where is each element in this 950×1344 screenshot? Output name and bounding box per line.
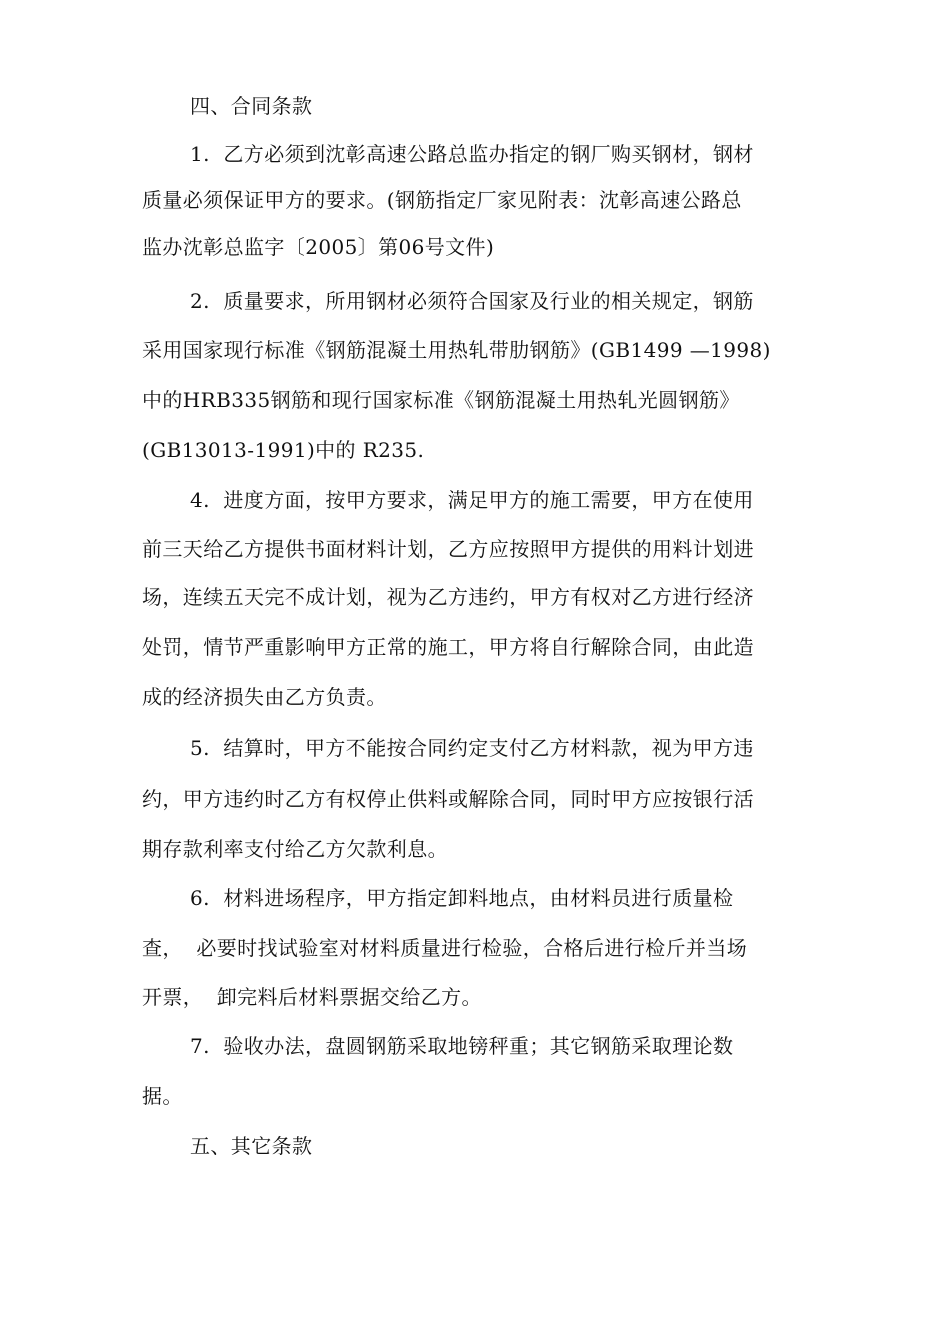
- clause-6-line-1: 6. 材料进场程序，甲方指定卸料地点，由材料员进行质量检: [190, 886, 734, 910]
- section-heading-other-terms: 五、其它条款: [190, 1134, 313, 1158]
- clause-2-line-1: 2. 质量要求，所用钢材必须符合国家及行业的相关规定，钢筋: [190, 289, 754, 313]
- clause-7-line-1: 7. 验收办法，盘圆钢筋采取地镑秤重；其它钢筋采取理论数: [190, 1034, 734, 1058]
- clause-7-line-2: 据。: [142, 1084, 183, 1108]
- clause-2-line-3: 中的HRB335钢筋和现行国家标准《钢筋混凝土用热轧光圆钢筋》: [142, 388, 740, 412]
- clause-4-line-3: 场，连续五天完不成计划，视为乙方违约，甲方有权对乙方进行经济: [142, 585, 754, 609]
- clause-5-line-2: 约，甲方违约时乙方有权停止供料或解除合同，同时甲方应按银行活: [142, 787, 754, 811]
- clause-6-line-2: 查， 必要时找试验室对材料质量进行检验，合格后进行检斤并当场: [142, 936, 748, 960]
- clause-1-line-2: 质量必须保证甲方的要求。(钢筋指定厂家见附表：沈彰高速公路总: [142, 188, 742, 212]
- clause-1-line-3: 监办沈彰总监字〔2005〕第06号文件): [142, 235, 495, 259]
- section-heading-contract-terms: 四、合同条款: [190, 94, 313, 118]
- clause-4-line-4: 处罚，情节严重影响甲方正常的施工，甲方将自行解除合同，由此造: [142, 635, 754, 659]
- clause-4-line-5: 成的经济损失由乙方负责。: [142, 685, 387, 709]
- clause-5-line-1: 5. 结算时，甲方不能按合同约定支付乙方材料款，视为甲方违: [190, 736, 754, 760]
- clause-4-line-1: 4. 进度方面，按甲方要求，满足甲方的施工需要，甲方在使用: [190, 488, 754, 512]
- clause-2-line-4: (GB13013-1991)中的 R235.: [142, 438, 425, 462]
- clause-2-line-2: 采用国家现行标准《钢筋混凝土用热轧带肋钢筋》(GB1499 —1998): [142, 338, 771, 362]
- clause-5-line-3: 期存款利率支付给乙方欠款利息。: [142, 837, 448, 861]
- clause-1-line-1: 1. 乙方必须到沈彰高速公路总监办指定的钢厂购买钢材，钢材: [190, 142, 754, 166]
- clause-6-line-3: 开票， 卸完料后材料票据交给乙方。: [142, 985, 482, 1009]
- clause-4-line-2: 前三天给乙方提供书面材料计划，乙方应按照甲方提供的用料计划进: [142, 537, 754, 561]
